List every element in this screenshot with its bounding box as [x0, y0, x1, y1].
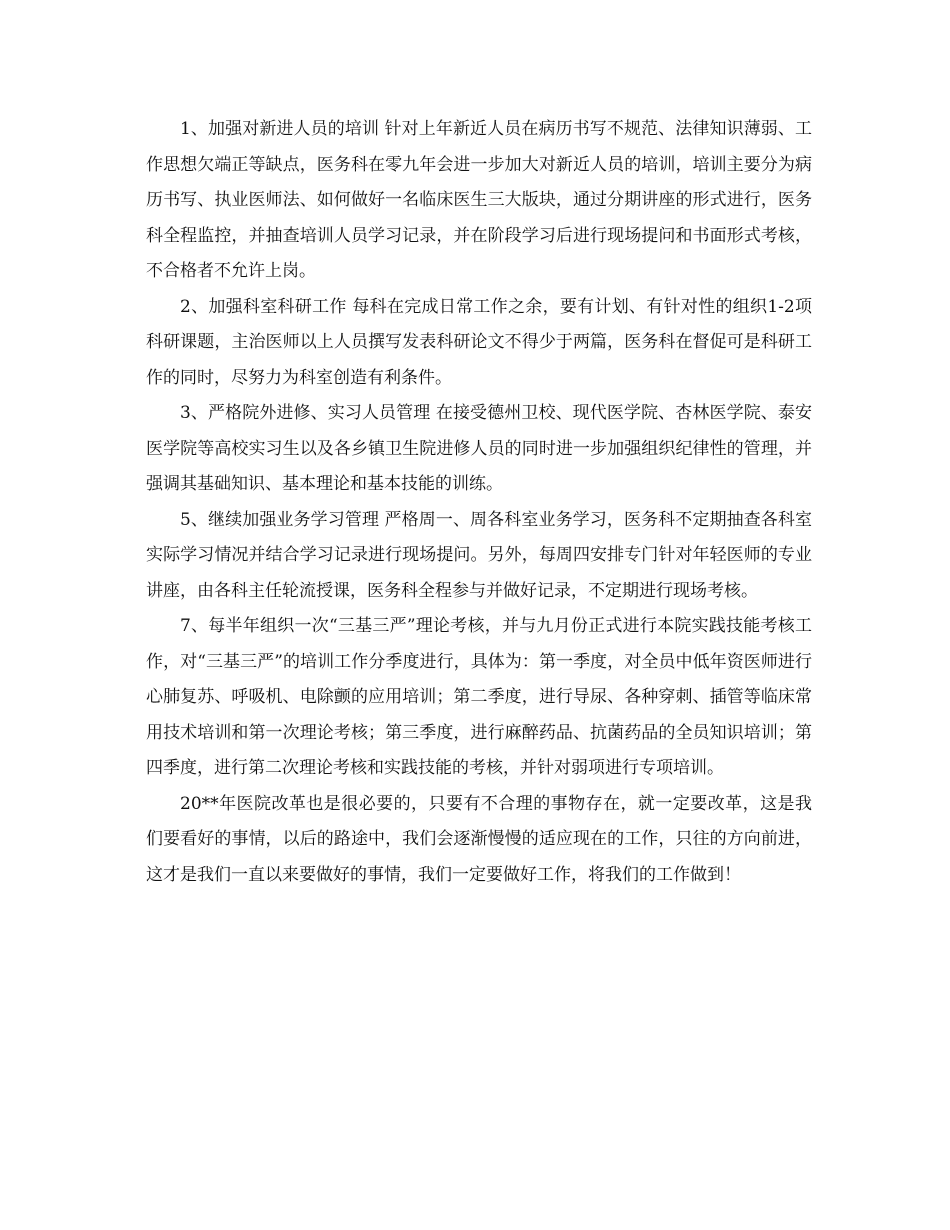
paragraph-intern-management: 3、严格院外进修、实习人员管理 在接受德州卫校、现代医学院、杏林医学院、泰安医学院等高校实习生以及各乡镇卫生院进修人员的同时进一步加强组织纪律性的管理，并强调其基础知识、基本理论和基本技能的训练。: [146, 403, 812, 494]
paragraph-hospital-reform: 20**年医院改革也是很必要的，只要有不合理的事物存在，就一定要改革，这是我们要看好的事情，以后的路途中，我们会逐渐慢慢的适应现在的工作，只往的方向前进，这才是我们一直以来要做好的事情，我们一定要做好工作，将我们的工作做到！: [146, 793, 812, 885]
paragraph-research-work: 2、加强科室科研工作 每科在完成日常工作之余，要有计划、有针对性的组织1-2项科研课题，主治医师以上人员撰写发表科研论文不得少于两篇，医务科在督促可是科研工作的同时，尽努力为科室创造有利条件。: [146, 296, 812, 388]
paragraph-assessment-plan: 7、每半年组织一次“三基三严”理论考核，并与九月份正式进行本院实践技能考核工作，对“三基三严”的培训工作分季度进行，具体为：第一季度，对全员中低年资医师进行心肺复苏、呼吸机、电除颤的应用培训；第二季度，进行导尿、各种穿刺、插管等临床常用技术培训和第一次理论考核；第三季度，进行麻醉药品、抗菌药品的全员知识培训；第四季度，进行第二次理论考核和实践技能的考核，并针对弱项进行专项培训。: [146, 616, 812, 778]
document-body: [146, 112, 812, 893]
paragraph-study-management: 5、继续加强业务学习管理 严格周一、周各科室业务学习，医务科不定期抽查各科室实际学习情况并结合学习记录进行现场提问。另外，每周四安排专门针对年轻医师的专业讲座，由各科主任轮流授课，医务科全程参与并做好记录，不定期进行现场考核。: [146, 509, 812, 601]
paragraph-training-new-staff: 1、加强对新进人员的培训 针对上年新近人员在病历书写不规范、法律知识薄弱、工作思想欠端正等缺点，医务科在零九年会进一步加大对新近人员的培训，培训主要分为病历书写、执业医师法、如何做好一名临床医生三大版块，通过分期讲座的形式进行，医务科全程监控，并抽查培训人员学习记录，并在阶段学习后进行现场提问和书面形式考核，不合格者不允许上岗。: [146, 119, 812, 281]
